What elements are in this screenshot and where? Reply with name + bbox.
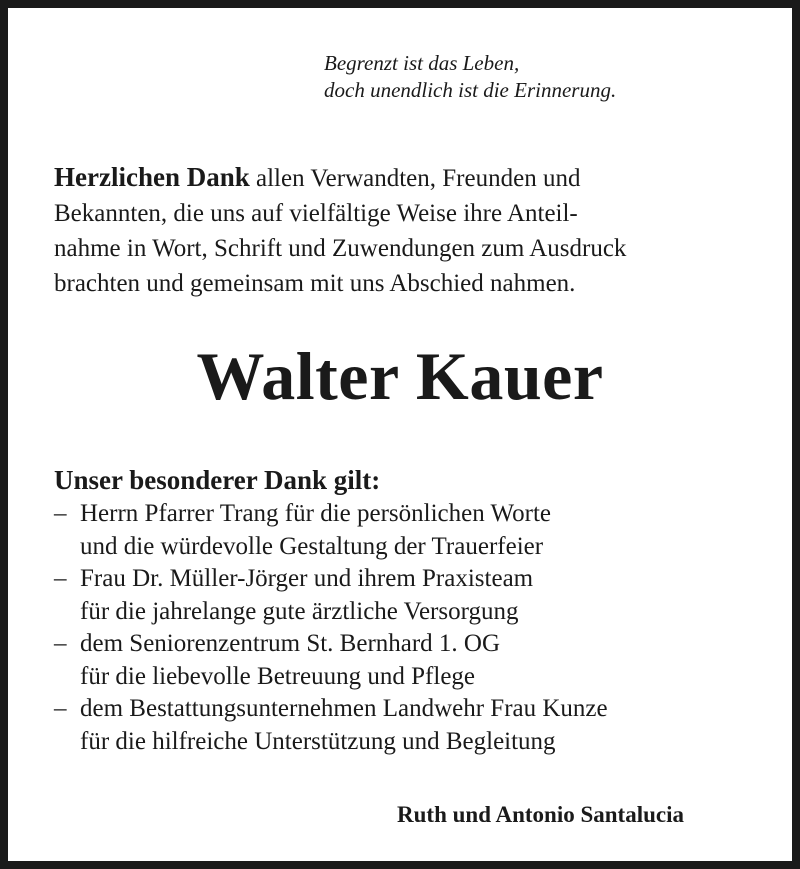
quote-line-1: Begrenzt ist das Leben, — [324, 51, 520, 75]
deceased-name: Walter Kauer — [196, 338, 604, 414]
special-thanks-title: Unser besonderer Dank gilt: — [54, 465, 381, 495]
list-item — [54, 693, 784, 758]
thanks-paragraph — [54, 160, 774, 301]
list-item — [54, 498, 784, 563]
dash-bullet: – — [54, 565, 67, 592]
list-item-line-2: für die liebevolle Betreuung und Pflege — [80, 662, 476, 690]
list-item-line-1: dem Seniorenzentrum St. Bernhard 1. OG — [80, 630, 501, 657]
dash-bullet: – — [54, 500, 67, 527]
list-item-line-1: Herrn Pfarrer Trang für die persönlichen Worte — [80, 500, 551, 527]
thanks-line-1-rest: allen Verwandten, Freunden und — [249, 165, 581, 192]
dash-bullet: – — [54, 695, 67, 722]
thanks-line-1 — [54, 160, 774, 196]
thanks-line-4: brachten und gemeinsam mit uns Abschied nahmen. — [54, 270, 576, 297]
dash-bullet: – — [54, 630, 67, 657]
list-item-line-1: dem Bestattungsunternehmen Landwehr Frau Kunze — [80, 695, 608, 722]
thanks-line-2: Bekannten, die uns auf vielfältige Weise ihre Anteil- — [54, 200, 578, 227]
list-item-line-2: für die hilfreiche Unterstützung und Begleitung — [80, 727, 556, 755]
thanks-lead: Herzlichen Dank — [54, 162, 250, 192]
signature: Ruth und Antonio Santalucia — [397, 802, 684, 827]
list-item — [54, 563, 784, 628]
list-item-line-1: Frau Dr. Müller-Jörger und ihrem Praxisteam — [80, 565, 534, 592]
quote-line-2: doch unendlich ist die Erinnerung. — [324, 78, 617, 102]
list-item — [54, 628, 784, 693]
thanks-line-3: nahme in Wort, Schrift und Zuwendungen zum Ausdruck — [54, 235, 627, 262]
epitaph-quote — [324, 50, 616, 104]
list-item-line-2: für die jahrelange gute ärztliche Versorgung — [80, 597, 519, 625]
list-item-line-2: und die würdevolle Gestaltung der Trauerfeier — [80, 532, 544, 560]
special-thanks-list — [54, 498, 784, 758]
